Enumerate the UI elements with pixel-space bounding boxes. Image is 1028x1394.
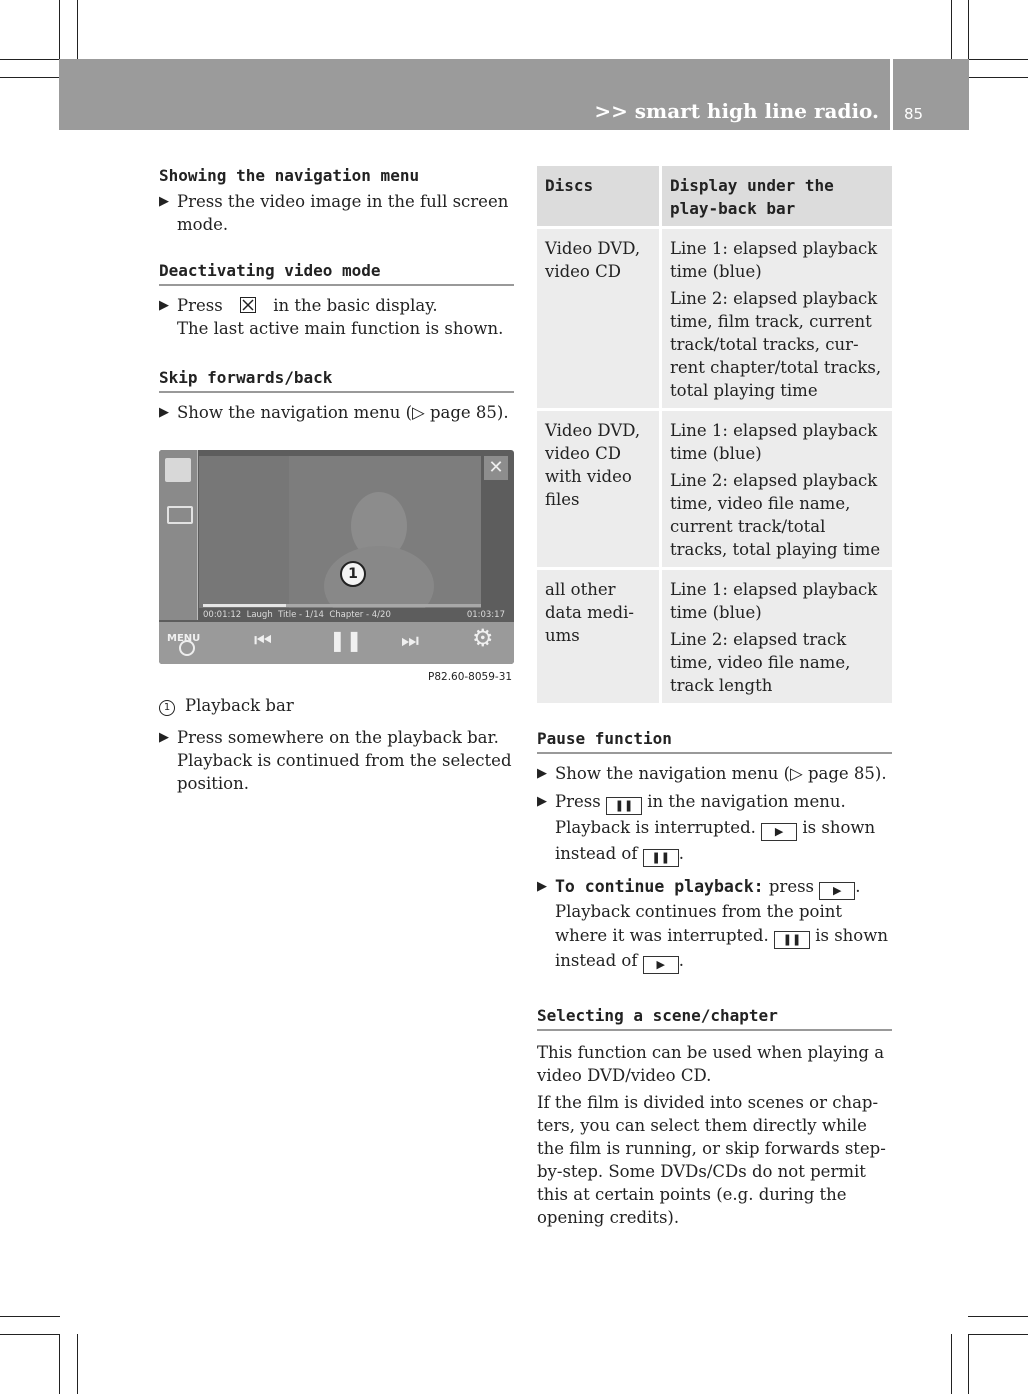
heading-deactivate: Deactivating video mode	[159, 261, 514, 286]
step-nav-menu	[159, 190, 514, 236]
figure-code: P82.60-8059-31	[428, 671, 513, 683]
right-column	[537, 166, 892, 1229]
pause-button[interactable]: ❚❚	[329, 628, 363, 652]
crop-mark	[968, 1316, 1028, 1317]
radio-icon	[167, 506, 193, 524]
playback-bar[interactable]	[203, 604, 481, 607]
table-row	[537, 226, 892, 408]
continue-label: To continue playback:	[555, 877, 764, 896]
table-cell-disc: all other data medi-ums	[537, 567, 662, 703]
table-cell-disc: Video DVD, video CD with video files	[537, 408, 662, 567]
elapsed-time: 00:01:12	[203, 610, 242, 620]
chapter-info: Chapter - 4/20	[329, 610, 391, 620]
result-text: is shown	[815, 926, 888, 945]
heading-nav-menu: Showing the navigation menu	[159, 166, 420, 185]
step-text: press	[768, 877, 815, 896]
page-number: 85	[904, 105, 924, 123]
pause-key-icon: ❚❚	[643, 849, 679, 867]
line1-text: Line 1: elapsed playback time (blue)	[670, 580, 878, 622]
crop-mark	[0, 77, 60, 78]
crop-mark	[968, 1334, 1028, 1335]
play-key-icon: ▶	[643, 956, 679, 974]
step-text: in the navigation menu.	[647, 792, 846, 811]
legend-number: 1	[159, 700, 175, 716]
step-continue: ▶ To continue playback: press ▶ . Playback continues from the point where it was interrupted. ❚❚ is shown instead of ▶ .	[537, 875, 892, 974]
step-text: Press somewhere on the playback bar.	[177, 728, 499, 747]
track-title: Laugh	[246, 610, 273, 620]
crop-mark	[77, 1334, 78, 1394]
line1-text: Line 1: elapsed playback time (blue)	[670, 421, 878, 463]
pause-key-icon: ❚❚	[606, 797, 642, 815]
next-track-button[interactable]: ⏭	[401, 628, 419, 652]
header-divider	[890, 59, 893, 130]
legend-text: Playback bar	[185, 696, 294, 715]
bullet-triangle-icon: ▶	[159, 730, 169, 745]
line2-text: Line 2: elapsed playback time, video file name, current track/total tracks, total playing time	[670, 471, 881, 559]
bullet-triangle-icon: ▶	[537, 879, 547, 894]
crop-mark	[77, 0, 78, 60]
scene-paragraph-1: This function can be used when playing a video DVD/video CD.	[537, 1043, 885, 1085]
bullet-triangle-icon: ▶	[159, 405, 169, 420]
step-pause-2: ▶ Press ❚❚ in the navigation menu. Playback is interrupted. ▶ is shown instead of ❚❚ .	[537, 789, 892, 867]
step-text: Show the navigation menu (▷ page 85).	[177, 403, 509, 422]
result-text: is shown	[802, 818, 876, 837]
line2-text: Line 2: elapsed playback time, film track, current track/total tracks, cur-rent chapter/total tracks, total playing time	[670, 289, 882, 400]
result-text: instead of	[555, 951, 638, 970]
table-header-display: Display under the play-back bar	[662, 166, 892, 226]
video-player-screenshot	[159, 450, 514, 664]
table-cell-display	[662, 408, 892, 567]
crop-mark	[0, 59, 60, 60]
crop-mark	[968, 0, 969, 60]
step-text: Show the navigation menu (▷ page 85).	[555, 764, 887, 783]
close-video-button[interactable]: ✕	[484, 456, 508, 480]
crop-mark	[59, 0, 60, 60]
video-image[interactable]	[199, 456, 481, 608]
bullet-triangle-icon: ▶	[159, 194, 169, 209]
crop-mark	[951, 0, 952, 60]
left-column-lower	[159, 694, 514, 795]
result-text: The last active main function is shown.	[177, 319, 504, 338]
page-header	[59, 59, 969, 130]
result-text: Playback continues from the point where it was interrupted.	[555, 902, 842, 945]
legend-item	[159, 694, 514, 717]
video-clapper-icon	[165, 458, 191, 482]
bullet-triangle-icon: ▶	[159, 298, 169, 313]
step-pause-1	[537, 762, 892, 785]
display-table	[537, 166, 892, 703]
disc-icon	[179, 640, 195, 656]
left-column	[159, 166, 514, 424]
play-key-icon: ▶	[819, 882, 855, 900]
close-icon	[240, 297, 256, 313]
playback-progress	[203, 604, 286, 607]
play-key-icon: ▶	[761, 823, 797, 841]
player-sidebar	[159, 450, 198, 620]
table-row	[537, 567, 892, 703]
line2-text: Line 2: elapsed track time, video file name, track length	[670, 630, 851, 695]
table-row	[537, 408, 892, 567]
result-text: instead of	[555, 844, 638, 863]
crop-mark	[0, 1316, 60, 1317]
result-text: Playback is interrupted.	[555, 818, 756, 837]
total-time: 01:03:17	[466, 610, 505, 620]
table-header-row	[537, 166, 892, 226]
step-deactivate	[159, 294, 514, 340]
crop-mark	[968, 1334, 969, 1394]
line1-text: Line 1: elapsed playback time (blue)	[670, 239, 878, 281]
heading-pause: Pause function	[537, 729, 892, 754]
table-cell-display	[662, 567, 892, 703]
crop-mark	[0, 1334, 60, 1335]
step-text: Press	[177, 296, 223, 315]
crop-mark	[968, 59, 1028, 60]
title-info: Title - 1/14	[278, 610, 324, 620]
callout-1: 1	[340, 561, 366, 587]
table-cell-disc: Video DVD, video CD	[537, 226, 662, 408]
pause-key-icon: ❚❚	[774, 931, 810, 949]
result-text: Playback is continued from the selected position.	[177, 751, 512, 793]
crop-mark	[968, 77, 1028, 78]
settings-gear-icon[interactable]: ⚙	[472, 624, 494, 652]
menu-label: MENU	[167, 633, 201, 644]
step-text: in the basic display.	[273, 296, 438, 315]
bullet-triangle-icon: ▶	[537, 766, 547, 781]
step-text: Press	[555, 792, 601, 811]
menu-button[interactable]	[167, 626, 203, 658]
heading-scene: Selecting a scene/chapter	[537, 1006, 892, 1031]
table-cell-display	[662, 226, 892, 408]
heading-skip: Skip forwards/back	[159, 368, 514, 393]
step-press-bar	[159, 726, 514, 795]
step-text: Press the video image in the full screen mode.	[177, 192, 509, 234]
section-title: >> smart high line radio.	[594, 99, 879, 123]
scene-paragraph-2: If the film is divided into scenes or chap-ters, you can select them directly while the film is running, or skip forwards step-by-step. Some DVDs/CDs do not permit this at certain points (e.g. during the opening credits).	[537, 1093, 886, 1227]
player-control-bar	[159, 622, 514, 664]
crop-mark	[951, 1334, 952, 1394]
table-header-discs: Discs	[537, 166, 662, 226]
previous-track-button[interactable]: ⏮	[254, 628, 272, 652]
crop-mark	[59, 1334, 60, 1394]
bullet-triangle-icon: ▶	[537, 794, 547, 809]
step-skip	[159, 401, 514, 424]
